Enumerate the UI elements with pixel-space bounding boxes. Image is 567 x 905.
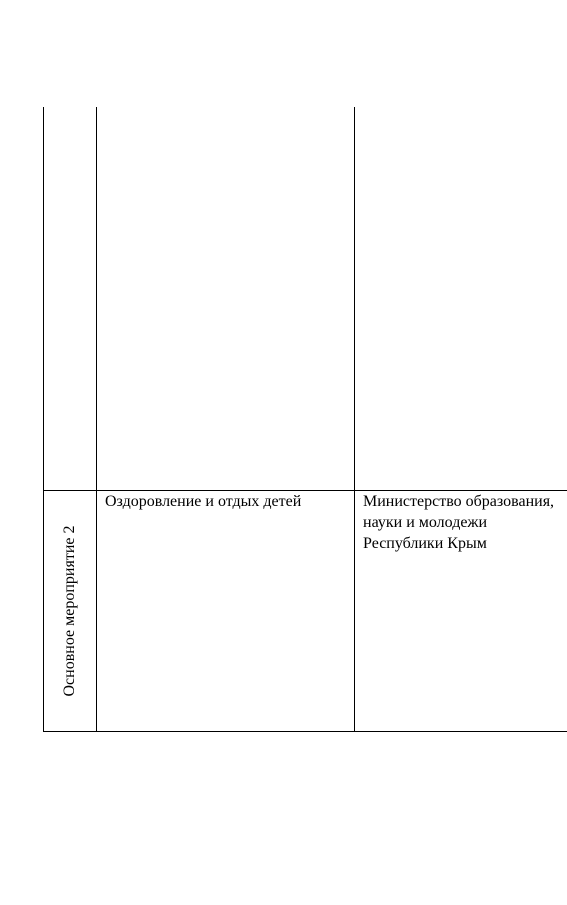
- table-border-col1: [96, 107, 97, 732]
- number-cell-label: Основное мероприятие 2: [60, 525, 78, 697]
- name-cell: Оздоровление и отдых детей: [105, 493, 302, 510]
- number-cell: [43, 491, 96, 731]
- table-border-col2: [354, 107, 355, 732]
- executor-cell: Министерство образования, науки и молодежи Республики Крым: [363, 493, 555, 552]
- table-border-bottom: [43, 731, 567, 732]
